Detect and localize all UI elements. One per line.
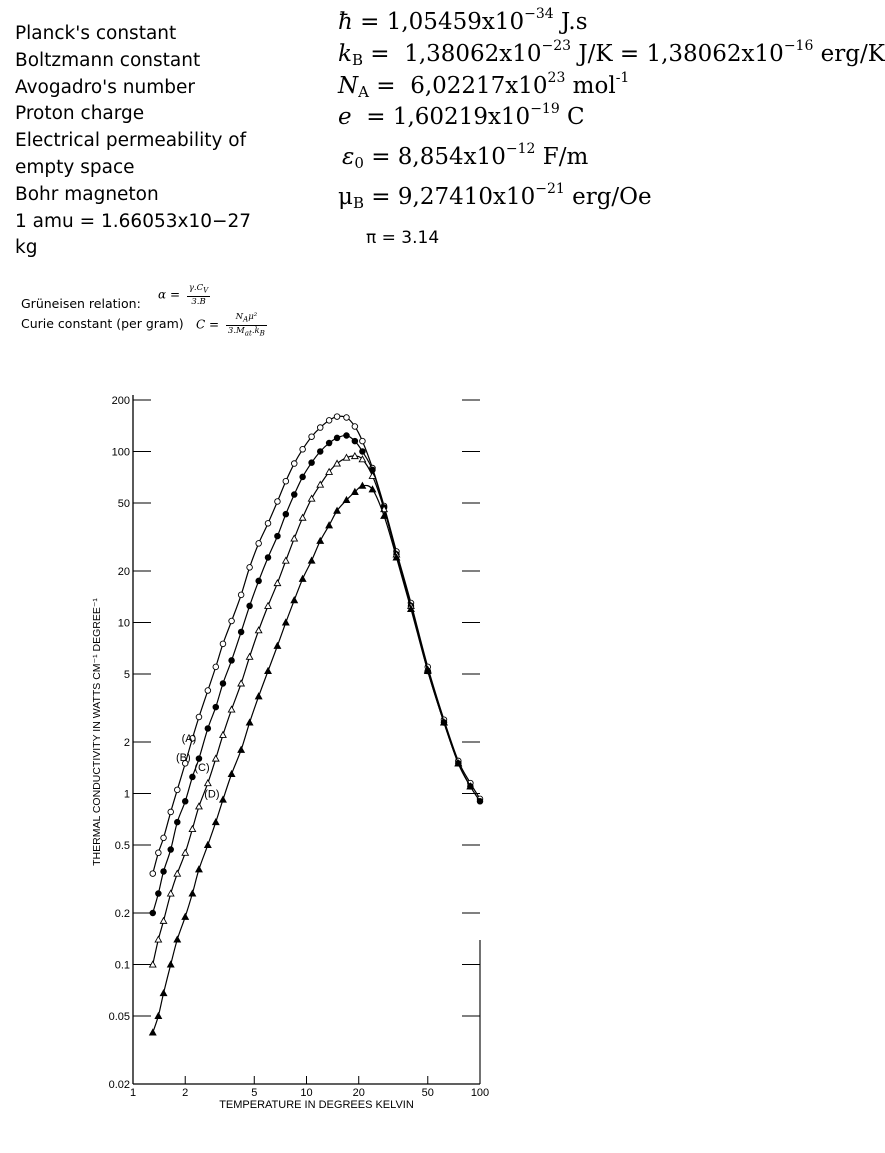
- data-point: [334, 435, 340, 441]
- data-point: [334, 414, 340, 420]
- curie-label: Curie constant (per gram): [21, 316, 184, 331]
- data-point: [275, 499, 281, 505]
- x-tick-label: 50: [421, 1087, 434, 1099]
- thermal-conductivity-chart: [80, 380, 510, 1120]
- data-point: [291, 461, 297, 467]
- data-point: [174, 819, 180, 825]
- data-point: [205, 726, 211, 732]
- data-point: [213, 819, 219, 825]
- data-point: [228, 706, 234, 712]
- constant-names: [15, 21, 285, 262]
- data-point: [317, 425, 323, 431]
- data-point: [274, 643, 280, 649]
- data-point: [196, 756, 202, 762]
- x-tick-label: 20: [352, 1087, 365, 1099]
- data-point: [150, 910, 156, 916]
- data-point: [182, 799, 188, 805]
- proton-charge-equation: $e = 1,60219x10^{-19}$ C: [338, 101, 585, 130]
- data-point: [168, 961, 174, 967]
- data-point: [190, 774, 196, 780]
- data-point: [265, 555, 271, 561]
- data-point: [189, 890, 195, 896]
- x-tick-label: 10: [300, 1087, 313, 1099]
- data-point: [283, 619, 289, 625]
- data-point: [247, 603, 253, 609]
- x-tick-label: 5: [251, 1087, 258, 1099]
- pi-value: π = 3.14: [366, 228, 440, 248]
- bohr-magneton-equation: $\mu_B = 9,27410x10^{-21}$ erg/Oe: [338, 181, 652, 212]
- y-tick-label: 20: [117, 566, 130, 578]
- data-point: [196, 803, 202, 809]
- x-tick-label: 1: [129, 1087, 137, 1099]
- data-point: [352, 424, 358, 430]
- constant-name: Bohr magneton: [15, 183, 159, 205]
- data-point: [213, 664, 219, 670]
- constant-name: kg: [15, 237, 38, 259]
- data-point: [265, 521, 271, 527]
- data-point: [309, 434, 315, 440]
- data-point: [360, 449, 366, 455]
- data-point: [220, 681, 226, 687]
- data-point: [238, 680, 244, 686]
- permittivity-equation: $\varepsilon_0 = 8,854x10^{-12}$ F/m: [342, 141, 589, 172]
- data-point: [155, 936, 161, 942]
- series-curve-a: [153, 416, 480, 873]
- constant-name: Proton charge: [15, 103, 145, 125]
- data-point: [326, 522, 332, 528]
- y-tick-label: 1: [123, 788, 130, 801]
- y-tick-label: 0.05: [108, 1010, 130, 1023]
- data-point: [220, 641, 226, 647]
- data-point: [150, 871, 156, 877]
- data-point: [283, 478, 289, 484]
- y-tick-label: 5: [123, 668, 130, 681]
- series-curve-c: [153, 456, 471, 964]
- y-tick-label: 0.5: [114, 839, 130, 852]
- data-point: [255, 693, 261, 699]
- data-point: [228, 771, 234, 777]
- data-point: [156, 891, 162, 897]
- curie-formula: C = $\frac{N_A\mu^2}{3.M_{at}.k_B}$: [196, 312, 265, 338]
- data-point: [205, 842, 211, 848]
- data-point: [352, 438, 358, 444]
- data-point: [344, 433, 350, 439]
- constant-name: Planck's constant: [15, 23, 177, 44]
- data-point: [275, 533, 281, 539]
- y-axis-label: THERMAL CONDUCTIVITY IN WATTS CM⁻¹ DEGREE⁻¹: [91, 598, 103, 866]
- data-point: [317, 538, 323, 544]
- data-point: [344, 415, 350, 421]
- data-point: [150, 1029, 156, 1035]
- data-point: [238, 592, 244, 598]
- data-point: [229, 618, 235, 624]
- y-tick-label: 2: [123, 737, 130, 749]
- data-point: [246, 719, 252, 725]
- y-tick-label: 0.1: [114, 959, 130, 972]
- data-point: [308, 495, 314, 501]
- data-point: [326, 440, 332, 446]
- x-tick-label: 100: [470, 1087, 490, 1099]
- data-point: [155, 1013, 161, 1019]
- data-point: [205, 780, 211, 786]
- data-point: [189, 826, 195, 832]
- data-point: [174, 787, 180, 793]
- data-point: [326, 418, 332, 424]
- data-point: [246, 654, 252, 660]
- constant-name: 1 amu = 1.66053x10−27: [15, 210, 252, 232]
- data-point: [477, 799, 483, 805]
- x-axis-label: TEMPERATURE IN DEGREES KELVIN: [219, 1099, 414, 1111]
- data-point: [168, 890, 174, 896]
- data-point: [160, 990, 166, 996]
- data-point: [174, 870, 180, 876]
- curve-label: (C): [194, 762, 210, 775]
- data-point: [160, 918, 166, 924]
- data-point: [309, 460, 315, 466]
- data-point: [300, 474, 306, 480]
- x-tick-label: 2: [182, 1087, 189, 1099]
- data-point: [283, 557, 289, 563]
- y-tick-label: 50: [117, 497, 130, 510]
- data-point: [256, 578, 262, 584]
- data-point: [220, 732, 226, 738]
- y-tick-label: 0.02: [108, 1079, 130, 1091]
- gruneisen-formula: α = $\frac{\gamma.C_V}{3.B}$: [158, 283, 209, 307]
- y-tick-label: 100: [111, 446, 130, 459]
- data-point: [274, 580, 280, 586]
- planck-equation: ħ = $1,05459x10^{-34}$ J.s: [338, 6, 588, 35]
- data-point: [265, 603, 271, 609]
- data-point: [196, 714, 202, 720]
- data-point: [299, 576, 305, 582]
- data-point: [255, 627, 261, 633]
- data-point: [300, 446, 306, 452]
- data-point: [205, 688, 211, 694]
- data-point: [247, 565, 253, 571]
- data-point: [291, 597, 297, 603]
- data-point: [161, 869, 167, 875]
- data-point: [182, 914, 188, 920]
- data-point: [308, 557, 314, 563]
- data-point: [317, 449, 323, 455]
- y-tick-label: 0.2: [114, 908, 130, 920]
- data-point: [220, 796, 226, 802]
- constant-name: Boltzmann constant: [15, 49, 201, 71]
- y-tick-label: 200: [111, 395, 130, 407]
- curve-label: (D): [204, 788, 220, 801]
- avogadro-equation: $N_A = 6,02217x10^{23}$ mol$^{-1}$: [338, 70, 630, 101]
- data-point: [238, 629, 244, 635]
- data-point: [213, 704, 219, 710]
- data-point: [265, 668, 271, 674]
- gruneisen-label: Grüneisen relation:: [21, 296, 141, 311]
- data-point: [291, 492, 297, 498]
- y-tick-label: 10: [117, 617, 130, 630]
- data-point: [256, 541, 262, 547]
- data-point: [168, 809, 174, 815]
- constant-name: Avogadro's number: [15, 76, 195, 98]
- curve-label: (B): [175, 751, 191, 764]
- constant-name: empty space: [15, 156, 135, 178]
- series-curve-b: [153, 435, 480, 913]
- data-point: [360, 438, 366, 444]
- data-point: [161, 835, 167, 841]
- data-point: [156, 850, 162, 856]
- data-point: [299, 514, 305, 520]
- data-point: [291, 535, 297, 541]
- data-point: [229, 658, 235, 664]
- boltzmann-equation: $k_B = 1,38062x10^{-23}$ $J/K = 1,38062x10^{-16}$ erg/K: [338, 38, 885, 69]
- curve-label: (A): [181, 733, 197, 745]
- data-point: [168, 847, 174, 853]
- data-point: [213, 755, 219, 761]
- data-point: [283, 511, 289, 517]
- constant-name: Electrical permeability of: [15, 130, 247, 152]
- data-point: [238, 747, 244, 753]
- data-point: [182, 850, 188, 856]
- data-point: [196, 866, 202, 872]
- data-point: [174, 936, 180, 942]
